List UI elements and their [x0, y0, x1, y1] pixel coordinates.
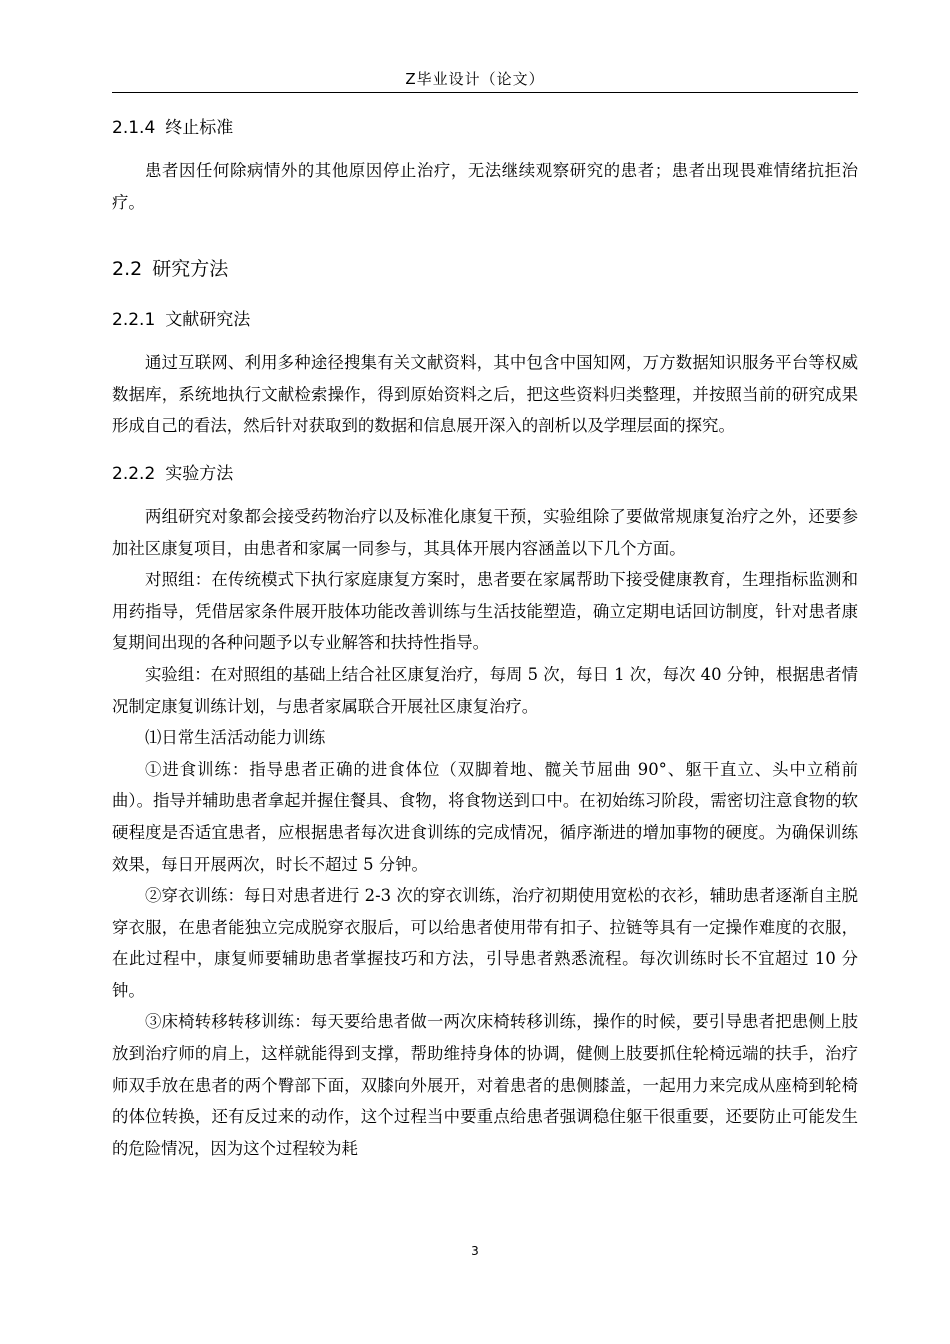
paragraph: 通过互联网、利用多种途径搜集有关文献资料，其中包含中国知网，万方数据知识服务平台等权威数据库，系统地执行文献检索操作，得到原始资料之后，把这些资料归类整理，并按照当前的研究成果形成自己的看法，然后针对获取到的数据和信息展开深入的剖析以及学理层面的探究。	[112, 353, 858, 436]
paragraph: 两组研究对象都会接受药物治疗以及标准化康复干预，实验组除了要做常规康复治疗之外，还要参加社区康复项目，由患者和家属一同参与，其具体开展内容涵盖以下几个方面。	[112, 506, 858, 558]
heading-number: 2.2.2	[112, 463, 156, 484]
heading-number: 2.2	[112, 258, 143, 281]
paragraph: 患者因任何除病情外的其他原因停止治疗，无法继续观察研究的患者；患者出现畏难情绪抗拒治疗。	[112, 161, 858, 212]
paragraph: ③床椅转移转移训练：每天要给患者做一两次床椅转移训练，操作的时候，要引导患者把患侧上肢放到治疗师的肩上，这样就能得到支撑，帮助维持身体的协调，健侧上肢要抓住轮椅远端的扶手，治疗师双手放在患者的两个臀部下面，双膝向外展开，对着患者的患侧膝盖，一起用力来完成从座椅到轮椅的体位转换，还有反过来的动作，这个过程当中要重点给患者强调稳住躯干很重要，还要防止可能发生的危险情况，因为这个过程较为耗	[112, 1012, 858, 1158]
paragraph: 实验组：在对照组的基础上结合社区康复治疗，每周 5 次，每日 1 次，每次 40 分钟，根据患者情况制定康复训练计划，与患者家属联合开展社区康复治疗。	[112, 664, 858, 716]
heading-title: 文献研究法	[165, 310, 251, 331]
heading-2-2	[112, 252, 858, 286]
heading-2-1-4	[112, 112, 858, 144]
page-number: 3	[471, 1244, 479, 1258]
paragraph: ①进食训练：指导患者正确的进食体位（双脚着地、髋关节屈曲 90°、躯干直立、头中立稍前曲）。指导并辅助患者拿起并握住餐具、食物，将食物送到口中。在初始练习阶段，需密切注意食物的软硬程度是否适宜患者，应根据患者每次进食训练的完成情况，循序渐进的增加事物的硬度。为确保训练效果，每日开展两次，时长不超过 5 分钟。	[112, 759, 858, 874]
running-header-title: Z毕业设计（论文）	[405, 70, 545, 88]
paragraph: ②穿衣训练：每日对患者进行 2-3 次的穿衣训练，治疗初期使用宽松的衣衫，辅助患者逐渐自主脱穿衣服，在患者能独立完成脱穿衣服后，可以给患者使用带有扣子、拉链等具有一定操作难度的衣服，在此过程中，康复师要辅助患者掌握技巧和方法，引导患者熟悉流程。每次训练时长不宜超过 10 分钟。	[112, 886, 858, 1000]
heading-title: 终止标准	[165, 118, 234, 138]
heading-number: 2.1.4	[112, 118, 156, 138]
heading-title: 实验方法	[165, 463, 234, 484]
heading-2-2-1	[112, 304, 858, 336]
paragraph: ⑴日常生活活动能力训练	[145, 728, 326, 748]
heading-2-2-2	[112, 458, 858, 490]
heading-title: 研究方法	[152, 258, 229, 281]
heading-number: 2.2.1	[112, 310, 156, 331]
page-content	[112, 112, 858, 1164]
header-rule	[112, 92, 858, 93]
paragraph: 对照组：在传统模式下执行家庭康复方案时，患者要在家属帮助下接受健康教育，生理指标监测和用药指导，凭借居家条件展开肢体功能改善训练与生活技能塑造，确立定期电话回访制度，针对患者康复期间出现的各种问题予以专业解答和扶持性指导。	[112, 570, 858, 653]
